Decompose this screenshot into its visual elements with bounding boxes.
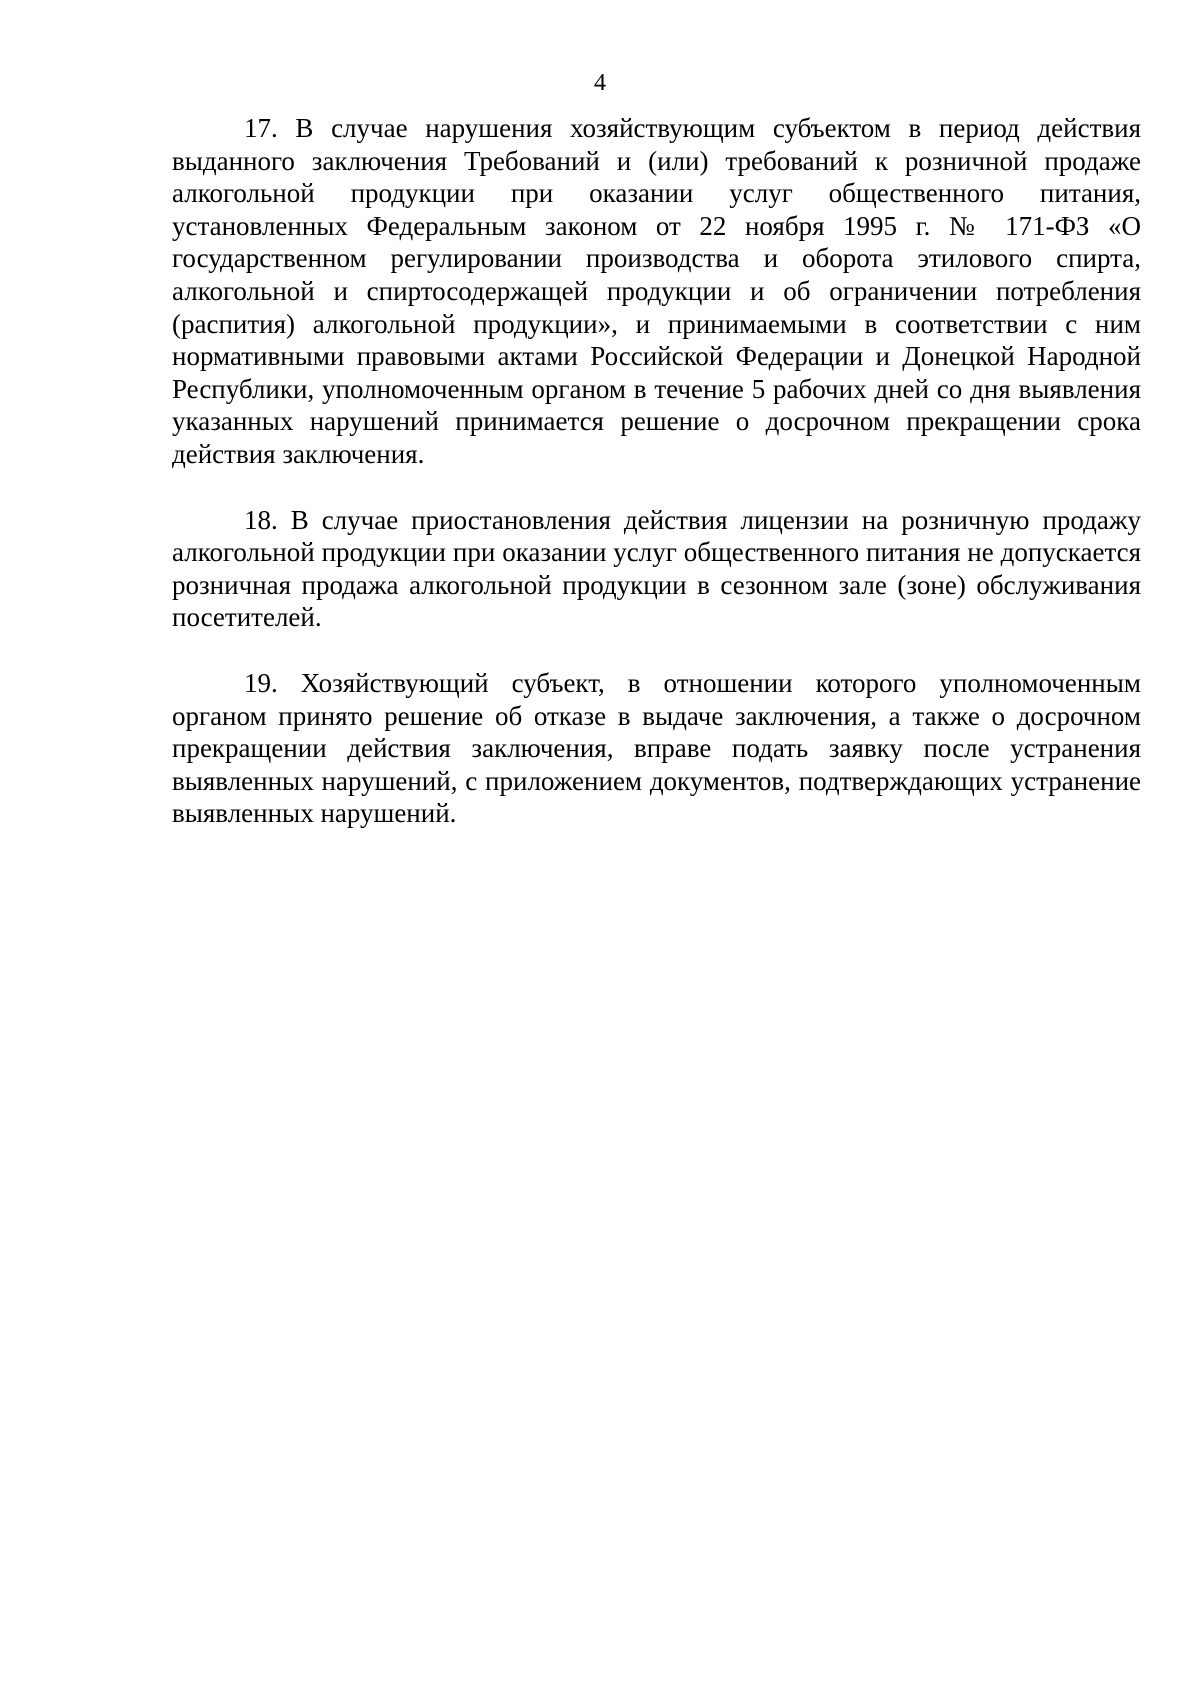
paragraph-18: 18. В случае приостановления действия лицензии на розничную продажу алкогольной продукции при оказании услуг общественного питания не допускается розничная продажа алкогольной продукции в сезонном зале (зоне) обслуживания посетителей. — [172, 504, 1141, 633]
page-number: 4 — [594, 70, 606, 96]
document-body — [172, 112, 1141, 863]
paragraph-19: 19. Хозяйствующий субъект, в отношении которого уполномоченным органом принято решение об отказе в выдаче заключения, а также о досрочном прекращении действия заключения, вправе подать заявку после устранения выявленных нарушений, с приложением документов, подтверждающих устранение выявленных нарушений. — [172, 667, 1141, 829]
paragraph-17: 17. В случае нарушения хозяйствующим субъектом в период действия выданного заключения Требований и (или) требований к розничной продаже алкогольной продукции при оказании услуг общественного питания, установленных Федеральным законом от 22 ноября 1995 г. № 171-ФЗ «О государственном регулировании производства и оборота этилового спирта, алкогольной и спиртосодержащей продукции и об ограничении потребления (распития) алкогольной продукции», и принимаемыми в соответствии с ним нормативными правовыми актами Российской Федерации и Донецкой Народной Республики, уполномоченным органом в течение 5 рабочих дней со дня выявления указанных нарушений принимается решение о досрочном прекращении срока действия заключения. — [172, 113, 1141, 469]
